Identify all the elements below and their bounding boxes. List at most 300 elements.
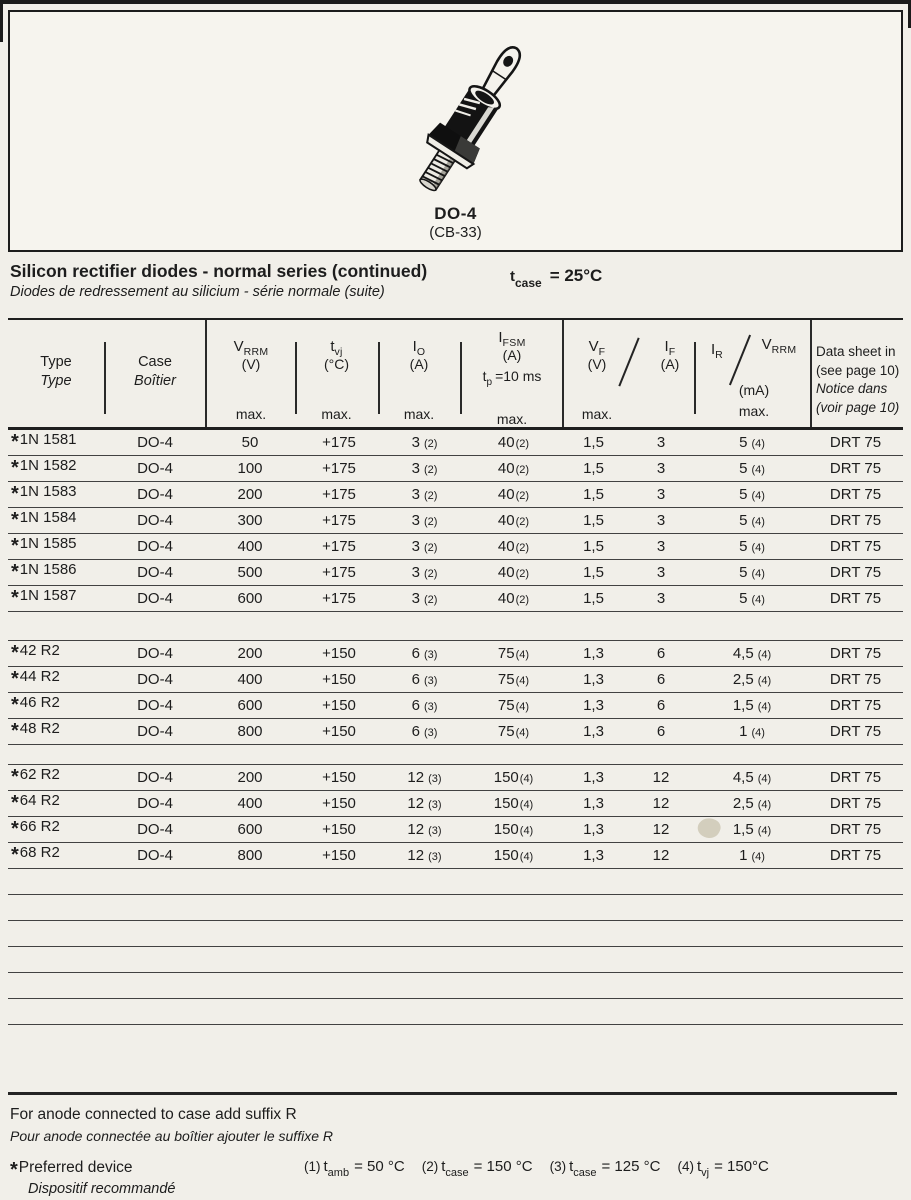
column-divider — [205, 320, 207, 427]
cell-type — [8, 818, 105, 841]
column-header-vf — [568, 338, 626, 422]
cell-io-value: 3 — [411, 434, 420, 451]
cell-ifsm-value: 40 — [497, 538, 515, 555]
cell-vrrm: 400 — [237, 671, 263, 688]
cell-ir-value: 4,5 — [732, 645, 754, 662]
empty-ruled-line — [8, 973, 903, 999]
preferred-star-icon: * — [11, 844, 19, 866]
footnote-ref: (4) — [751, 464, 765, 476]
cell-ir — [696, 486, 808, 503]
preferred-star-icon: * — [11, 694, 19, 716]
cell-ir-value: 5 — [739, 512, 748, 529]
cell-io-value: 12 — [407, 795, 425, 812]
ir-unit: (mA) — [738, 382, 770, 398]
cell-ifsm — [466, 460, 561, 477]
cell-tvj: +175 — [322, 590, 356, 607]
type-number: 1N 1583 — [19, 483, 77, 500]
cell-vf: 1,5 — [583, 434, 604, 451]
type-number: 64 R2 — [19, 792, 60, 809]
cell-ifsm — [466, 723, 561, 740]
cell-vf: 1,3 — [583, 645, 604, 662]
type-number: 62 R2 — [19, 766, 60, 783]
footnote-ref: (2) — [423, 464, 438, 476]
table-row — [8, 482, 903, 508]
cell-case: DO-4 — [137, 538, 173, 555]
preferred-star-icon: * — [11, 483, 19, 505]
page-title: Silicon rectifier diodes - normal series (continued) — [10, 261, 428, 281]
footnote-definition — [549, 1158, 661, 1179]
io-symbol: $I_O$ — [412, 338, 426, 358]
cell-vrrm: 50 — [241, 434, 259, 451]
footnote-ref: (4) — [757, 773, 772, 785]
cell-type — [8, 509, 105, 532]
table-row — [8, 719, 903, 745]
datasheet-line3: Notice dans — [816, 381, 888, 396]
cell-if: 3 — [656, 460, 666, 477]
cell-ir — [696, 723, 808, 740]
cell-datasheet: DRT 75 — [829, 486, 882, 503]
cell-io — [383, 723, 466, 740]
table-row — [8, 843, 903, 869]
cell-ir — [696, 847, 808, 864]
table-header — [8, 318, 903, 430]
cell-io — [383, 821, 466, 838]
case-temperature-condition — [510, 266, 603, 290]
cell-ifsm — [466, 769, 561, 786]
cell-ifsm-value: 150 — [493, 769, 519, 786]
cell-ifsm-value: 75 — [497, 645, 515, 662]
cell-ir-value: 5 — [739, 564, 748, 581]
preferred-star-icon: * — [11, 720, 19, 742]
footnote-ref: (4) — [757, 701, 772, 713]
empty-ruled-line — [8, 869, 903, 895]
cell-io — [383, 512, 466, 529]
cell-datasheet: DRT 75 — [829, 590, 882, 607]
table-group-spacer — [8, 745, 903, 765]
package-code: (CB-33) — [429, 224, 482, 241]
cell-ir — [696, 538, 808, 555]
table-row — [8, 508, 903, 534]
footnote-value: = 150°C — [714, 1158, 769, 1175]
cell-case: DO-4 — [137, 697, 173, 714]
cell-case: DO-4 — [137, 486, 173, 503]
cell-io — [383, 460, 466, 477]
footnote-ref: (2) — [423, 438, 438, 450]
cell-case: DO-4 — [137, 460, 173, 477]
cell-ir-value: 1,5 — [732, 697, 754, 714]
cell-tvj: +175 — [322, 564, 356, 581]
preferred-star-icon: * — [11, 642, 19, 664]
preferred-star-icon: * — [11, 792, 19, 814]
temp-symbol-subscript: case — [445, 1167, 469, 1179]
type-number: 1N 1585 — [19, 535, 77, 552]
cell-tvj: +150 — [322, 645, 356, 662]
cell-io — [383, 671, 466, 688]
cell-ifsm — [466, 538, 561, 555]
empty-ruled-line — [8, 921, 903, 947]
cell-ifsm-value: 150 — [493, 847, 519, 864]
cell-tvj: +150 — [322, 847, 356, 864]
vf-max: max. — [581, 406, 613, 422]
cell-ir-value: 4,5 — [732, 769, 754, 786]
cell-if: 6 — [656, 697, 666, 714]
footnote-ref: (4) — [515, 727, 530, 739]
cell-ir-value: 5 — [739, 538, 748, 555]
type-number: 46 R2 — [19, 694, 60, 711]
preferred-star-icon: * — [11, 457, 19, 479]
cell-ir — [696, 590, 808, 607]
cell-case: DO-4 — [137, 795, 173, 812]
cell-vf: 1,5 — [583, 460, 604, 477]
cell-io-value: 6 — [411, 697, 420, 714]
cell-if: 6 — [656, 645, 666, 662]
if-unit: (A) — [660, 356, 680, 372]
cell-vf: 1,3 — [583, 769, 604, 786]
footnote-ref: (4) — [515, 675, 530, 687]
preferred-label-en: Preferred device — [18, 1159, 133, 1176]
cell-case: DO-4 — [137, 434, 173, 451]
cell-ir-value: 5 — [739, 460, 748, 477]
footnote-value: = 50 °C — [354, 1158, 405, 1175]
type-number: 1N 1586 — [19, 561, 77, 578]
cell-ifsm — [466, 645, 561, 662]
column-divider — [694, 342, 696, 414]
cell-vf: 1,5 — [583, 538, 604, 555]
cell-io — [383, 795, 466, 812]
cell-vf: 1,5 — [583, 564, 604, 581]
cell-if: 12 — [652, 821, 670, 838]
temp-symbol: t — [510, 268, 515, 285]
cell-vrrm: 200 — [237, 769, 263, 786]
cell-ifsm — [466, 564, 561, 581]
cell-datasheet: DRT 75 — [829, 769, 882, 786]
cell-vf: 1,3 — [583, 821, 604, 838]
preferred-star-icon: * — [11, 587, 19, 609]
footnote-ref: (4) — [677, 1159, 694, 1174]
cell-type — [8, 561, 105, 584]
footnote-definition — [421, 1158, 533, 1179]
table-row — [8, 817, 903, 843]
cell-vrrm: 100 — [237, 460, 263, 477]
cell-if: 12 — [652, 795, 670, 812]
cell-vf: 1,3 — [583, 697, 604, 714]
footnote-ref: (2) — [515, 568, 530, 580]
suffix-note-en: For anode connected to case add suffix R — [10, 1106, 297, 1123]
cell-vrrm: 600 — [237, 821, 263, 838]
footnote-definitions — [304, 1158, 769, 1179]
cell-case: DO-4 — [137, 512, 173, 529]
cell-case: DO-4 — [137, 821, 173, 838]
cell-ir — [696, 671, 808, 688]
cell-ir — [696, 645, 808, 662]
column-header-io — [380, 338, 458, 422]
footnote-ref: (4) — [757, 649, 772, 661]
cell-datasheet: DRT 75 — [829, 564, 882, 581]
footnote-ref: (2) — [515, 542, 530, 554]
scan-edge-left — [0, 0, 3, 42]
cell-ir-value: 2,5 — [732, 795, 754, 812]
cell-vrrm: 300 — [237, 512, 263, 529]
cell-ifsm — [466, 486, 561, 503]
cell-io — [383, 564, 466, 581]
footnote-ref: (2) — [423, 594, 438, 606]
cell-ifsm — [466, 821, 561, 838]
footnote-ref: (4) — [751, 490, 765, 502]
cell-io-value: 12 — [407, 847, 425, 864]
cell-if: 3 — [656, 564, 666, 581]
type-number: 1N 1582 — [19, 457, 77, 474]
cell-vf: 1,3 — [583, 723, 604, 740]
cell-case: DO-4 — [137, 645, 173, 662]
table-group-spacer — [8, 612, 903, 641]
io-unit: (A) — [409, 356, 429, 372]
footnote-ref: (4) — [757, 825, 772, 837]
cell-if: 3 — [656, 486, 666, 503]
preferred-device-note-fr: Dispositif recommandé — [28, 1181, 176, 1197]
cell-vf: 1,3 — [583, 847, 604, 864]
footnote-ref: (2) — [423, 542, 438, 554]
cell-type — [8, 720, 105, 743]
ifsm-symbol: $I_{FSM}$ — [498, 329, 526, 349]
cell-ifsm — [466, 590, 561, 607]
preferred-star-icon: * — [11, 535, 19, 557]
table-row — [8, 667, 903, 693]
column-header-if — [646, 338, 694, 372]
package-name: DO-4 — [434, 204, 477, 223]
footnote-ref: (3) — [428, 825, 442, 837]
footnote-ref: (4) — [519, 773, 534, 785]
vf-unit: (V) — [587, 356, 607, 372]
temp-value: = 25°C — [549, 266, 603, 285]
footnote-value: = 125 °C — [601, 1158, 661, 1175]
type-number: 48 R2 — [19, 720, 60, 737]
cell-datasheet: DRT 75 — [829, 460, 882, 477]
footnote-ref: (4) — [751, 542, 765, 554]
suffix-note-fr: Pour anode connectée au boîtier ajouter le suffixe R — [10, 1128, 333, 1144]
footnote-value: = 150 °C — [473, 1158, 533, 1175]
cell-io-value: 6 — [411, 645, 420, 662]
table-row — [8, 765, 903, 791]
temp-symbol: t — [696, 1158, 702, 1175]
cell-ifsm-value: 40 — [497, 564, 515, 581]
do4-package-illustration — [375, 30, 555, 205]
footnote-ref: (2) — [423, 516, 438, 528]
cell-ir-value: 2,5 — [732, 671, 754, 688]
table-row — [8, 693, 903, 719]
cell-vrrm: 600 — [237, 697, 263, 714]
cell-type — [8, 766, 105, 789]
cell-datasheet: DRT 75 — [829, 645, 882, 662]
cell-vrrm: 500 — [237, 564, 263, 581]
cell-vrrm: 400 — [237, 538, 263, 555]
datasheet-line2: (see page 10) — [816, 362, 900, 378]
ifsm-unit: (A) — [502, 347, 522, 363]
temp-symbol-subscript: amb — [327, 1167, 350, 1179]
header-case-en: Case — [138, 354, 172, 370]
cell-vf: 1,5 — [583, 512, 604, 529]
cell-ifsm-value: 150 — [493, 821, 519, 838]
cell-tvj: +175 — [322, 434, 356, 451]
footnote-ref: (4) — [751, 727, 765, 739]
cell-io-value: 3 — [411, 512, 420, 529]
cell-ifsm-value: 75 — [497, 723, 515, 740]
cell-ifsm-value: 40 — [497, 460, 515, 477]
footnote-ref: (4) — [751, 516, 765, 528]
temp-symbol-subscript: case — [515, 276, 542, 290]
cell-datasheet: DRT 75 — [829, 821, 882, 838]
footnote-ref: (3) — [428, 773, 442, 785]
cell-if: 12 — [652, 847, 670, 864]
preferred-star-icon: * — [11, 561, 19, 583]
empty-ruled-line — [8, 895, 903, 921]
datasheet-line4: (voir page 10) — [816, 399, 900, 415]
ifsm-pulse-condition: $t_p =10$ ms — [482, 368, 542, 388]
cell-if: 6 — [656, 723, 666, 740]
cell-datasheet: DRT 75 — [829, 512, 882, 529]
cell-type — [8, 587, 105, 610]
cell-tvj: +175 — [322, 486, 356, 503]
cell-ir-value: 1,5 — [732, 821, 754, 838]
header-case-fr: Boîtier — [134, 373, 176, 389]
footnote-ref: (3) — [423, 727, 438, 739]
footnote-ref: (2) — [423, 490, 438, 502]
cell-datasheet: DRT 75 — [829, 847, 882, 864]
cell-ir — [696, 795, 808, 812]
type-number: 68 R2 — [19, 844, 60, 861]
cell-vf: 1,3 — [583, 795, 604, 812]
cell-case: DO-4 — [137, 723, 173, 740]
temp-symbol-subscript: case — [573, 1167, 597, 1179]
cell-io — [383, 486, 466, 503]
preferred-star-icon: * — [11, 668, 19, 690]
footnote-ref: (3) — [428, 799, 442, 811]
cell-tvj: +150 — [322, 821, 356, 838]
ifsm-max: max. — [496, 411, 528, 427]
cell-type — [8, 668, 105, 691]
cell-tvj: +150 — [322, 671, 356, 688]
cell-case: DO-4 — [137, 564, 173, 581]
cell-vrrm: 600 — [237, 590, 263, 607]
preferred-star-icon: * — [11, 509, 19, 531]
preferred-device-note — [10, 1159, 133, 1182]
package-figure-box — [8, 10, 903, 252]
column-header-ifsm — [464, 329, 560, 427]
cell-tvj: +175 — [322, 512, 356, 529]
ir-vrrm-symbol: $V_{RRM}$ — [761, 336, 797, 356]
type-number: 44 R2 — [19, 668, 60, 685]
cell-ir — [696, 697, 808, 714]
cell-ifsm-value: 40 — [497, 434, 515, 451]
footnote-ref: (3) — [423, 649, 438, 661]
cell-ifsm-value: 75 — [497, 697, 515, 714]
footnote-ref: (2) — [515, 594, 530, 606]
cell-if: 12 — [652, 769, 670, 786]
tvj-unit: (°C) — [323, 356, 350, 372]
footnote-ref: (4) — [515, 649, 530, 661]
header-type-fr: Type — [40, 373, 72, 389]
footnote-ref: (3) — [423, 701, 438, 713]
footnote-ref: (4) — [751, 438, 765, 450]
footnote-ref: (3) — [428, 851, 442, 863]
cell-io — [383, 645, 466, 662]
cell-vf: 1,3 — [583, 671, 604, 688]
vf-symbol: $V_F$ — [588, 338, 606, 358]
cell-ir-value: 1 — [739, 723, 748, 740]
cell-datasheet: DRT 75 — [829, 723, 882, 740]
column-divider — [460, 342, 462, 414]
cell-datasheet: DRT 75 — [829, 671, 882, 688]
cell-if: 3 — [656, 590, 666, 607]
header-type-en: Type — [40, 354, 72, 370]
cell-ir-value: 1 — [739, 847, 748, 864]
cell-datasheet: DRT 75 — [829, 434, 882, 451]
temp-symbol-subscript: vj — [701, 1167, 710, 1179]
empty-ruled-line — [8, 999, 903, 1025]
footnote-ref: (4) — [515, 701, 530, 713]
type-number: 1N 1587 — [19, 587, 77, 604]
cell-type — [8, 844, 105, 867]
temp-symbol: t — [323, 1158, 328, 1175]
cell-datasheet: DRT 75 — [829, 697, 882, 714]
cell-type — [8, 431, 105, 454]
cell-io-value: 3 — [411, 590, 420, 607]
cell-vf: 1,5 — [583, 486, 604, 503]
cell-type — [8, 535, 105, 558]
footnote-ref: (4) — [757, 675, 772, 687]
vrrm-max: max. — [235, 406, 267, 422]
cell-io — [383, 538, 466, 555]
cell-io — [383, 847, 466, 864]
table-row — [8, 560, 903, 586]
footnote-ref: (2) — [515, 464, 530, 476]
footnote-ref: (4) — [751, 851, 765, 863]
footer-rule — [8, 1092, 897, 1095]
table-row — [8, 430, 903, 456]
cell-io — [383, 590, 466, 607]
cell-ifsm-value: 75 — [497, 671, 515, 688]
cell-if: 3 — [656, 538, 666, 555]
preferred-star-icon: * — [11, 431, 19, 453]
cell-io-value: 12 — [407, 769, 425, 786]
cell-ir-value: 5 — [739, 486, 748, 503]
footnote-ref: (4) — [519, 799, 534, 811]
cell-case: DO-4 — [137, 847, 173, 864]
cell-vf: 1,5 — [583, 590, 604, 607]
footnote-ref: (3) — [549, 1159, 567, 1174]
cell-io-value: 3 — [411, 564, 420, 581]
footnote-ref: (2) — [421, 1159, 439, 1174]
type-number: 1N 1581 — [19, 431, 77, 448]
table-body — [8, 430, 903, 1025]
cell-io — [383, 769, 466, 786]
cell-tvj: +175 — [322, 460, 356, 477]
cell-if: 6 — [656, 671, 666, 688]
cell-ifsm-value: 40 — [497, 486, 515, 503]
preferred-star-icon: * — [11, 766, 19, 788]
cell-io-value: 3 — [411, 538, 420, 555]
cell-datasheet: DRT 75 — [829, 538, 882, 555]
cell-ifsm — [466, 512, 561, 529]
cell-ifsm — [466, 671, 561, 688]
cell-ifsm — [466, 434, 561, 451]
ir-symbol: $I_R$ — [710, 341, 724, 361]
footnote-ref: (2) — [515, 490, 530, 502]
cell-ifsm — [466, 847, 561, 864]
cell-ir — [696, 434, 808, 451]
cell-tvj: +150 — [322, 697, 356, 714]
tvj-symbol: $t_{vj}$ — [330, 338, 343, 358]
cell-ifsm — [466, 697, 561, 714]
